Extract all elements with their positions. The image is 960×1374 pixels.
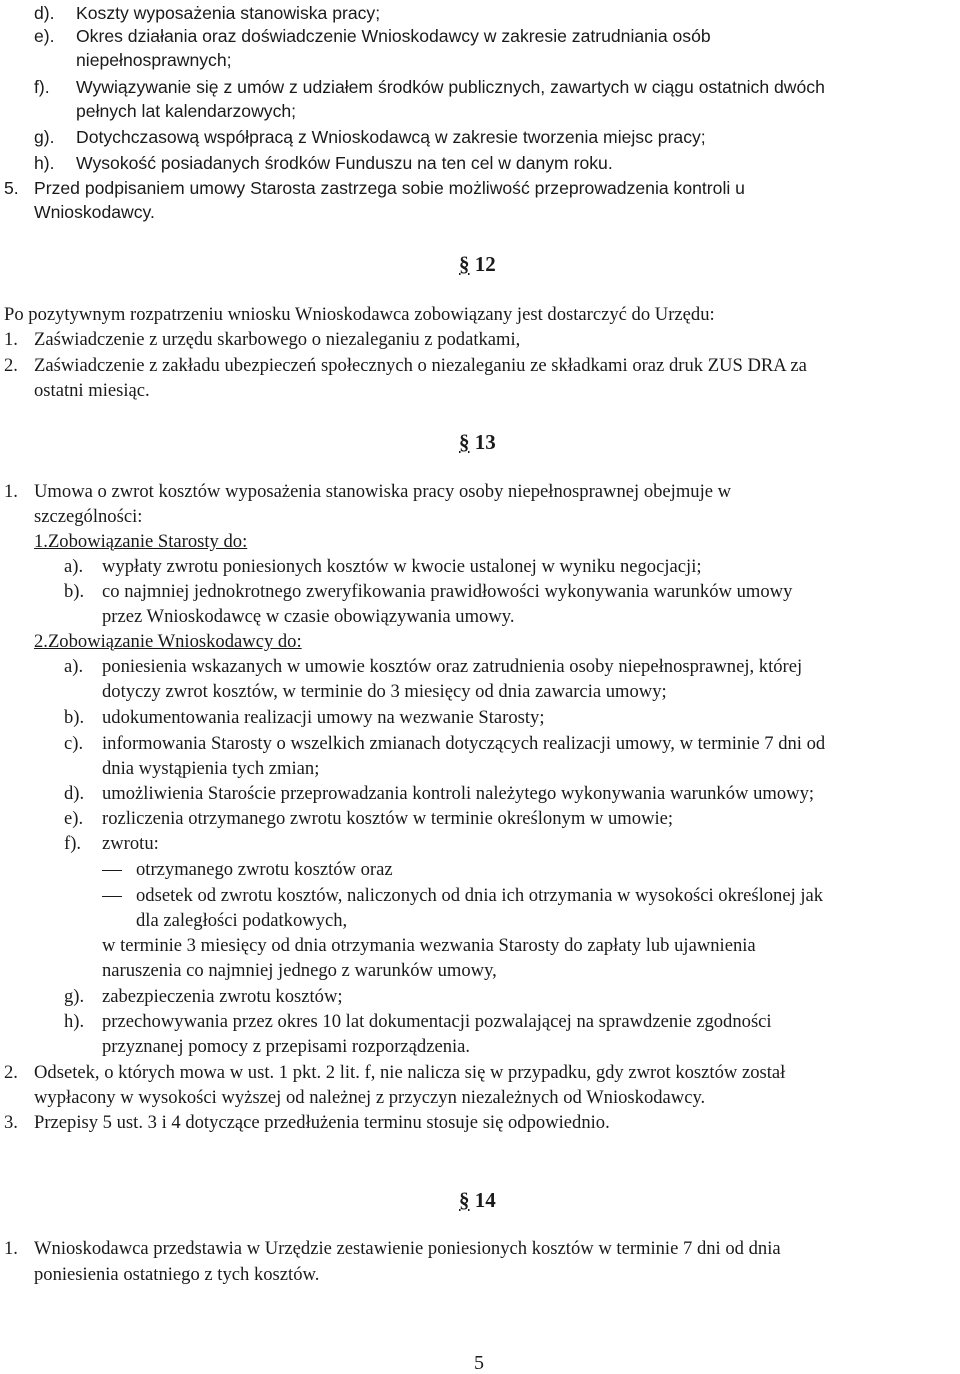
s13-para-1	[4, 481, 732, 503]
applicant-item-f-tail-cont: naruszenia co najmniej jednego z warunków umowy,	[102, 960, 497, 981]
s12-item-1	[4, 329, 521, 351]
section-sign: §	[459, 1188, 470, 1212]
s12-intro: Po pozytywnym rozpatrzeniu wniosku Wnioskodawca zobowiązany jest dostarczyć do Urzędu:	[4, 304, 715, 325]
list-marker: d).	[34, 3, 55, 23]
section-sign: §	[459, 252, 470, 276]
applicant-item-c-cont: dnia wystąpienia tych zmian;	[102, 758, 320, 779]
applicant-item-e	[64, 808, 674, 830]
list-marker: 1.	[4, 329, 18, 350]
applicant-item-h	[64, 1011, 772, 1033]
list-marker: d).	[64, 783, 85, 804]
list-text: Zaświadczenie z urzędu skarbowego o niezaleganiu z podatkami,	[34, 329, 521, 350]
list-marker: a).	[64, 556, 84, 577]
list-text: zwrotu:	[102, 833, 159, 854]
list-item-h	[34, 152, 613, 174]
list-marker: 2.	[4, 355, 18, 376]
list-marker: a).	[64, 656, 84, 677]
s12-item-2-cont: ostatni miesiąc.	[34, 380, 150, 401]
starosta-obligations-heading: 1.Zobowiązanie Starosty do:	[34, 531, 248, 552]
applicant-item-f	[64, 833, 159, 855]
list-text: Wysokość posiadanych środków Funduszu na ten cel w danym roku.	[76, 153, 613, 173]
list-marker: 3.	[4, 1112, 18, 1133]
list-text: Wywiązywanie się z umów z udziałem środków publicznych, zawartych w ciągu ostatnich dwóch	[76, 77, 825, 97]
list-text: wypłaty zwrotu poniesionych kosztów w kwocie ustalonej w wyniku negocjacji;	[102, 556, 702, 577]
starosta-item-b	[64, 581, 793, 603]
list-text: poniesienia wskazanych w umowie kosztów oraz zatrudnienia osoby niepełnosprawnej, której	[102, 656, 803, 677]
section-number: 12	[474, 252, 496, 276]
dash-item-2-cont: dla zaległości podatkowych,	[136, 910, 348, 931]
list-marker: e).	[34, 26, 55, 46]
section-number: 14	[474, 1188, 496, 1212]
list-text: udokumentowania realizacji umowy na wezwanie Starosty;	[102, 707, 545, 728]
list-marker: h).	[64, 1011, 85, 1032]
dash-bullet	[102, 870, 122, 871]
applicant-item-a-cont: dotyczy zwrot kosztów, w terminie do 3 miesięcy od dnia zawarcia umowy;	[102, 681, 667, 702]
list-marker: 5.	[4, 178, 19, 198]
list-marker: 2.	[4, 1062, 18, 1083]
list-text: Umowa o zwrot kosztów wyposażenia stanowiska pracy osoby niepełnosprawnej obejmuje w	[34, 481, 732, 502]
list-item-e-cont: niepełnosprawnych;	[76, 50, 232, 70]
list-marker: 1.	[4, 1238, 18, 1259]
dash-text: otrzymanego zwrotu kosztów oraz	[136, 859, 393, 880]
list-marker: f).	[34, 77, 50, 97]
paragraph-5-cont: Wnioskodawcy.	[34, 202, 155, 222]
list-text: Przepisy 5 ust. 3 i 4 dotyczące przedłużenia terminu stosuje się odpowiednio.	[34, 1112, 610, 1133]
applicant-item-f-tail: w terminie 3 miesięcy od dnia otrzymania wezwania Starosty do zapłaty lub ujawnienia	[102, 935, 756, 956]
s14-para-1	[4, 1238, 781, 1260]
s13-para-3	[4, 1112, 610, 1134]
s13-para-1-cont: szczególności:	[34, 506, 143, 527]
applicant-item-b	[64, 707, 545, 729]
s12-item-2	[4, 355, 807, 377]
list-marker: h).	[34, 153, 55, 173]
list-marker: c).	[64, 733, 84, 754]
dash-bullet	[102, 896, 122, 897]
list-item-f-cont: pełnych lat kalendarzowych;	[76, 101, 297, 121]
list-text: Odsetek, o których mowa w ust. 1 pkt. 2 lit. f, nie nalicza się w przypadku, gdy zwrot kosztów został	[34, 1062, 786, 1083]
applicant-item-d	[64, 783, 815, 805]
list-text: rozliczenia otrzymanego zwrotu kosztów w terminie określonym w umowie;	[102, 808, 674, 829]
section-number: 13	[474, 430, 496, 454]
list-marker: b).	[64, 581, 85, 602]
list-text: Zaświadczenie z zakładu ubezpieczeń społecznych o niezaleganiu ze składkami oraz druk ZUS DRA za	[34, 355, 807, 376]
dash-text: odsetek od zwrotu kosztów, naliczonych od dnia ich otrzymania w wysokości określonej jak	[136, 885, 824, 906]
list-text: Przed podpisaniem umowy Starosta zastrzega sobie możliwość przeprowadzenia kontroli u	[34, 178, 745, 198]
page-number: 5	[474, 1352, 484, 1374]
paragraph-5	[4, 177, 745, 199]
starosta-item-a	[64, 556, 702, 578]
list-marker: e).	[64, 808, 84, 829]
list-text: Wnioskodawca przedstawia w Urzędzie zestawienie poniesionych kosztów w terminie 7 dni od dnia	[34, 1238, 781, 1259]
list-text: informowania Starosty o wszelkich zmianach dotyczących realizacji umowy, w terminie 7 dni od	[102, 733, 826, 754]
list-marker: g).	[34, 127, 55, 147]
list-text: zabezpieczenia zwrotu kosztów;	[102, 986, 343, 1007]
applicant-obligations-heading: 2.Zobowiązanie Wnioskodawcy do:	[34, 631, 302, 652]
section-sign: §	[459, 430, 470, 454]
list-marker: g).	[64, 986, 85, 1007]
list-marker: b).	[64, 707, 85, 728]
list-item-d	[34, 2, 381, 24]
applicant-item-c	[64, 733, 826, 755]
applicant-item-a	[64, 656, 803, 678]
list-item-f	[34, 76, 825, 98]
list-marker: 1.	[4, 481, 18, 502]
list-item-e	[34, 25, 711, 47]
section-heading-14	[459, 1188, 496, 1212]
applicant-item-h-cont: przyznanej pomocy z przepisami rozporządzenia.	[102, 1036, 471, 1057]
list-text: Koszty wyposażenia stanowiska pracy;	[76, 3, 381, 23]
list-text: przechowywania przez okres 10 lat dokumentacji pozwalającej na sprawdzenie zgodności	[102, 1011, 772, 1032]
list-text: Dotychczasową współpracą z Wnioskodawcą w zakresie tworzenia miejsc pracy;	[76, 127, 706, 147]
list-text: Okres działania oraz doświadczenie Wnioskodawcy w zakresie zatrudniania osób	[76, 26, 711, 46]
s14-para-1-cont: poniesienia ostatniego z tych kosztów.	[34, 1264, 320, 1285]
starosta-item-b-cont: przez Wnioskodawcę w czasie obowiązywania umowy.	[102, 606, 515, 627]
list-item-g	[34, 126, 706, 148]
s13-para-2-cont: wypłacony w wysokości wyższej od należnej z przyczyn niezależnych od Wnioskodawcy.	[34, 1087, 706, 1108]
list-text: umożliwienia Staroście przeprowadzania kontroli należytego wykonywania warunków umowy;	[102, 783, 815, 804]
list-marker: f).	[64, 833, 82, 854]
s13-para-2	[4, 1062, 786, 1084]
applicant-item-g	[64, 986, 343, 1008]
list-text: co najmniej jednokrotnego zweryfikowania prawidłowości wykonywania warunków umowy	[102, 581, 793, 602]
section-heading-13	[459, 430, 496, 454]
section-heading-12	[459, 252, 496, 276]
